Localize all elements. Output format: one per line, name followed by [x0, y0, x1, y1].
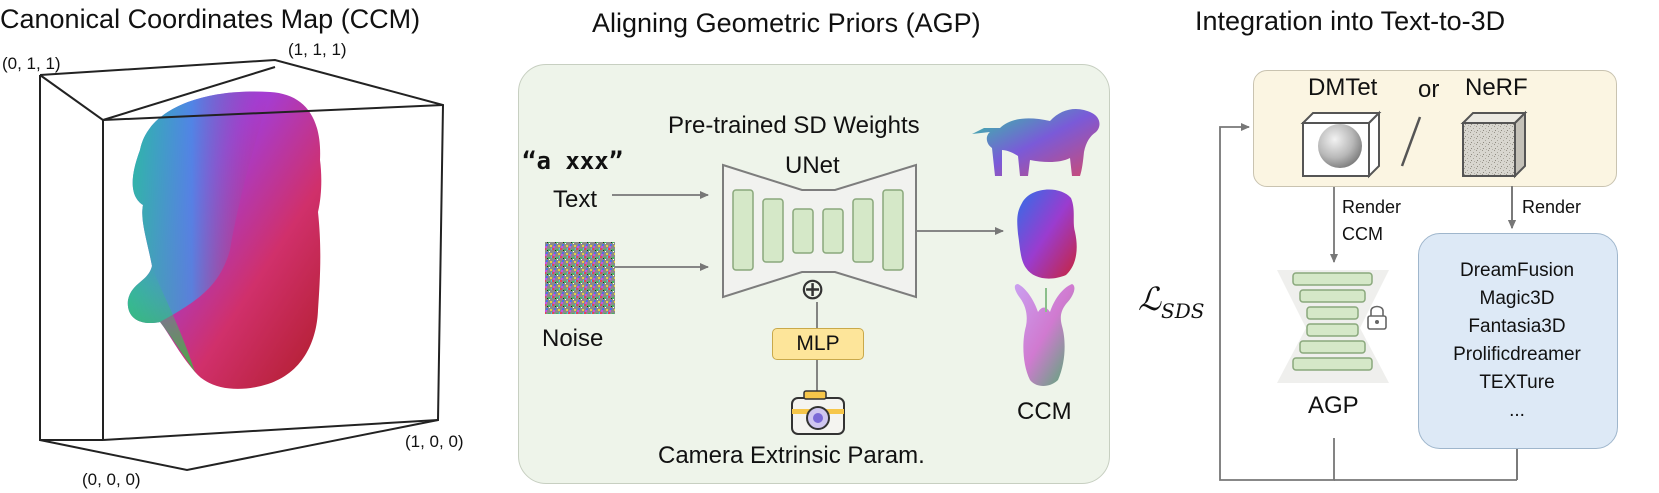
sds-loss-subscript: SDS: [1161, 299, 1205, 323]
plus-icon: ⊕: [800, 273, 826, 306]
render-ccm-label-line1: Render: [1342, 197, 1402, 217]
pretrained-weights-label: Pre-trained SD Weights: [668, 112, 920, 139]
or-label: or: [1418, 76, 1440, 103]
agp-label: AGP: [1308, 392, 1359, 419]
render-ccm-label-line2: CCM: [1342, 224, 1383, 244]
integration-title: Integration into Text-to-3D: [1195, 6, 1506, 36]
method-item: ...: [1509, 400, 1525, 421]
coord-label-000: (0, 0, 0): [82, 470, 141, 489]
mlp-box: MLP: [772, 328, 864, 360]
text-label: Text: [553, 186, 598, 213]
method-item: Prolificdreamer: [1453, 344, 1581, 365]
noise-label: Noise: [542, 325, 604, 352]
methods-list: [1418, 257, 1616, 425]
render-label: Render: [1522, 197, 1582, 217]
coord-label-111: (1, 1, 1): [288, 40, 347, 59]
agp-title: Aligning Geometric Priors (AGP): [592, 8, 981, 38]
sds-loss-symbol: ℒ: [1138, 280, 1162, 318]
unet-label: UNet: [785, 152, 840, 179]
method-item: TEXTure: [1479, 372, 1555, 393]
ccm-output-label: CCM: [1017, 398, 1072, 425]
prompt-text: “a xxx”: [522, 147, 624, 175]
nerf-label: NeRF: [1465, 74, 1528, 101]
sds-loss-label: [1138, 280, 1205, 323]
coord-label-100: (1, 0, 0): [405, 432, 464, 451]
coord-label-011: (0, 1, 1): [2, 54, 61, 73]
dmtet-label: DMTet: [1308, 74, 1378, 101]
method-item: Fantasia3D: [1468, 316, 1566, 337]
camera-param-label: Camera Extrinsic Param.: [658, 442, 925, 469]
ccm-title: Canonical Coordinates Map (CCM): [0, 4, 421, 34]
method-item: DreamFusion: [1459, 260, 1575, 281]
method-item: Magic3D: [1479, 288, 1555, 309]
